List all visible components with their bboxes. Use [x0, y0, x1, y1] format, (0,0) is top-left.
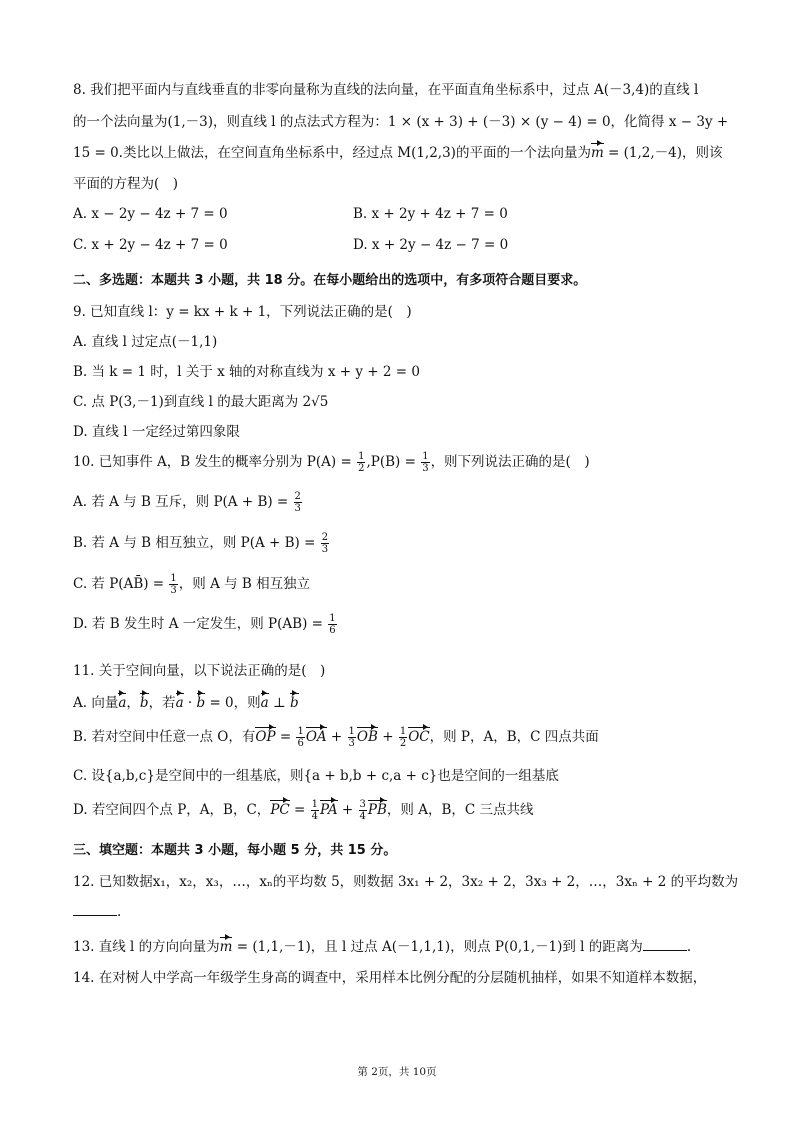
q11-a-6: ⊥	[268, 695, 290, 711]
frac-num: 1	[358, 451, 365, 462]
q12-period: .	[117, 904, 122, 920]
frac-den: 4	[311, 811, 319, 822]
q13-period: .	[686, 939, 692, 955]
frac-num: 2	[321, 532, 329, 543]
q10-a-text: A. 若 A 与 B 互斥，则 P(A + B) =	[73, 494, 293, 510]
frac-den: 3	[321, 544, 329, 555]
vector-m: m	[219, 939, 233, 955]
frac-den: 6	[329, 625, 336, 636]
q8-line-4: 平面的方程为( )	[73, 176, 179, 192]
q8-option-d: D. x + 2y − 4z − 7 = 0	[353, 237, 509, 253]
q10-b-text: B. 若 A 与 B 相互独立，则 P(A + B) =	[73, 535, 320, 551]
vector-a: a	[118, 695, 127, 711]
q10-option-c	[73, 572, 310, 596]
q10-c-tail: ，则 A 与 B 相互独立	[178, 576, 311, 592]
vector-b: b	[139, 695, 149, 711]
q11-d-3: +	[337, 802, 358, 818]
q11-b-1: B. 若对空间中任意一点 O，有	[73, 729, 256, 745]
frac-den: 3	[422, 463, 429, 474]
vector-pc: PC	[270, 802, 290, 818]
q13-answer-blank[interactable]	[643, 938, 687, 951]
q11-a-1: A. 向量	[73, 695, 119, 711]
page-footer: 第 2页，共 10页	[357, 1066, 437, 1078]
q10-option-a	[73, 490, 303, 514]
q8-option-b: B. x + 2y + 4z + 7 = 0	[353, 206, 508, 222]
vector-oa: OA	[305, 729, 327, 745]
q11-b-4: +	[377, 729, 398, 745]
q9-option-a: A. 直线 l 过定点(－1,1)	[73, 334, 218, 350]
q8-option-c: C. x + 2y − 4z + 7 = 0	[73, 237, 228, 253]
q9-option-c: C. 点 P(3,－1)到直线 l 的最大距离为 2√5	[73, 394, 329, 410]
frac-num: 2	[294, 491, 301, 502]
fraction-three-quarters	[359, 799, 367, 822]
section-3-heading: 三、填空题：本题共 3 小题，每小题 5 分，共 15 分。	[73, 843, 397, 858]
frac-den: 4	[359, 811, 366, 822]
vector-pb: PB	[367, 802, 387, 818]
frac-den: 3	[348, 738, 355, 749]
frac-num: 1	[170, 573, 177, 584]
q11-stem: 11. 关于空间向量，以下说法正确的是( )	[73, 663, 326, 679]
q11-a-4: ·	[183, 695, 197, 711]
frac-num: 1	[311, 799, 319, 810]
q10-c-text: C. 若 P(AB̄) =	[73, 576, 169, 592]
q10-stem	[73, 450, 590, 474]
q11-b-5: ，则 P，A，B，C 四点共面	[429, 729, 599, 745]
vector-op: OP	[255, 729, 276, 745]
q8-option-a: A. x − 2y − 4z + 7 = 0	[73, 206, 228, 222]
fraction-one-third	[348, 726, 356, 749]
q10-option-d	[73, 612, 338, 636]
frac-num: 3	[359, 799, 366, 810]
q10-stem-c: ，则下列说法正确的是( )	[430, 454, 590, 470]
frac-num: 1	[329, 613, 336, 624]
vector-m: m	[590, 145, 604, 161]
q11-option-b	[73, 725, 599, 749]
frac-num: 1	[297, 726, 304, 737]
fraction-one-half	[399, 726, 407, 749]
frac-num: 1	[348, 726, 355, 737]
q11-a-5: = 0，则	[205, 695, 261, 711]
q10-stem-b: ,P(B) =	[366, 454, 421, 470]
q11-d-4: ，则 A，B，C 三点共线	[386, 802, 534, 818]
fraction-one-sixth	[328, 613, 336, 636]
q11-a-3: ，若	[148, 695, 176, 711]
q9-option-b: B. 当 k = 1 时，l 关于 x 轴的对称直线为 x + y + 2 = 0	[73, 364, 420, 380]
q10-stem-a: 10. 已知事件 A，B 发生的概率分别为 P(A) =	[73, 454, 357, 470]
frac-num: 1	[422, 451, 429, 462]
frac-den: 2	[358, 463, 365, 474]
q12-line-2	[73, 903, 121, 920]
q8-line-3-text: 15 = 0.类比以上做法，在空间直角坐标系中，经过点 M(1,2,3)的平面的一个法向量为	[73, 145, 591, 161]
q13-b: = (1,1,－1)，且 l 过点 A(－1,1,1)，则点 P(0,1,－1)到 l 的距离为	[232, 939, 643, 955]
frac-den: 3	[294, 503, 301, 514]
vector-b: b	[196, 695, 206, 711]
q9-stem: 9. 已知直线 l：y = kx + k + 1，下列说法正确的是( )	[73, 304, 412, 320]
fraction-one-half	[357, 451, 365, 474]
q11-option-c: C. 设{a,b,c}是空间中的一组基底，则{a + b,b + c,a + c}也是空间的一组基底	[73, 768, 559, 784]
q10-d-text: D. 若 B 发生时 A 一定发生，则 P(AB) =	[73, 616, 328, 632]
frac-den: 3	[170, 585, 177, 596]
q11-d-1: D. 若空间四个点 P，A，B，C，	[73, 802, 271, 818]
q12-answer-blank[interactable]	[73, 903, 117, 916]
q8-line-3-tail: = (1,2,－4)，则该	[603, 145, 723, 161]
fraction-one-third	[169, 573, 177, 596]
q11-b-2: =	[275, 729, 296, 745]
frac-num: 1	[399, 726, 407, 737]
q8-line-3	[73, 141, 723, 161]
fraction-two-thirds	[294, 491, 302, 514]
q11-d-2: =	[289, 802, 310, 818]
q10-option-b	[73, 531, 330, 555]
vector-a: a	[260, 695, 269, 711]
q11-b-3: +	[326, 729, 347, 745]
q13	[73, 935, 691, 955]
vector-b: b	[289, 695, 299, 711]
q12-line-1: 12. 已知数据x₁，x₂，x₃，…，xₙ的平均数 5，则数据 3x₁ + 2，3x₂ + 2，3x₃ + 2，…，3xₙ + 2 的平均数为	[73, 874, 739, 890]
q11-option-a	[73, 691, 299, 711]
q13-a: 13. 直线 l 的方向向量为	[73, 939, 220, 955]
fraction-one-sixth	[296, 726, 304, 749]
q8-line-1: 8. 我们把平面内与直线垂直的非零向量称为直线的法向量，在平面直角坐标系中，过点 A(－3,4)的直线 l	[73, 82, 699, 98]
vector-a: a	[175, 695, 184, 711]
vector-ob: OB	[356, 729, 378, 745]
fraction-two-thirds	[321, 532, 329, 555]
q9-option-d: D. 直线 l 一定经过第四象限	[73, 424, 240, 440]
frac-den: 6	[297, 738, 304, 749]
q8-line-2: 的一个法向量为(1,－3)，则直线 l 的点法式方程为：1 × (x + 3) + (－3) × (y − 4) = 0，化简得 x − 3y +	[73, 114, 729, 130]
vector-pa: PA	[320, 802, 338, 818]
fraction-one-quarter	[311, 799, 319, 822]
vector-oc: OC	[408, 729, 430, 745]
q14-line-1: 14. 在对树人中学高一年级学生身高的调查中，采用样本比例分配的分层随机抽样，如果不知道样本数据，	[73, 970, 707, 986]
frac-den: 2	[399, 738, 407, 749]
q11-a-2: ，	[126, 695, 140, 711]
fraction-one-third	[421, 451, 429, 474]
section-2-heading: 二、多选题：本题共 3 小题，共 18 分。在每小题给出的选项中，有多项符合题目要求。	[73, 273, 587, 288]
q11-option-d	[73, 798, 534, 822]
